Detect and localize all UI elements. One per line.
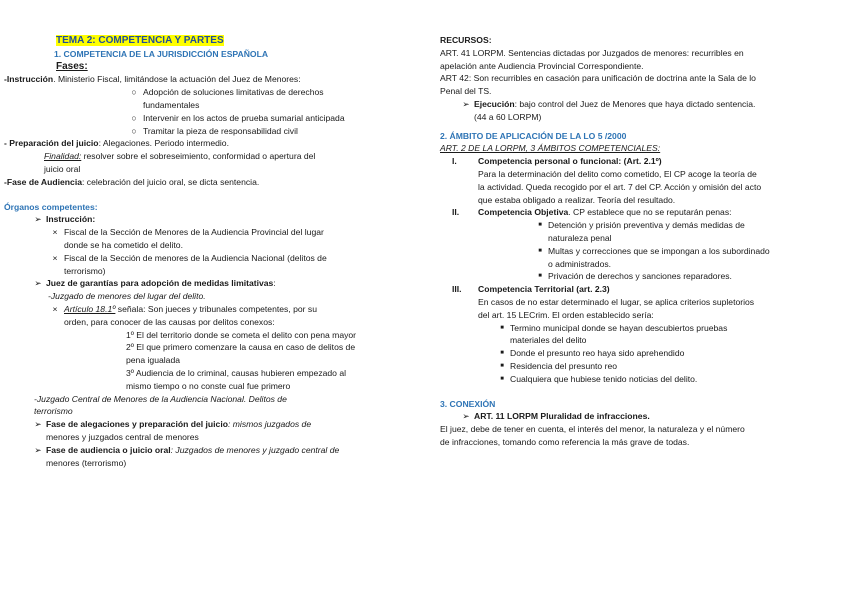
list-item: ■ Termino municipal donde se hayan descubiertos pruebas materiales del delito (494, 322, 826, 348)
list-item: ■ Cualquiera que hubiese tenido noticias del delito. (494, 373, 826, 386)
finalidad-cont: juicio oral (44, 163, 81, 174)
final-line: de infracciones, tomando como referencia la más grave de todas. (440, 436, 690, 447)
ejecucion: ➢ Ejecución: bajo control del Juez de Menores que haya dictado sentencia. (44 a 60 LORPM) (440, 98, 826, 124)
finalidad-line: Finalidad: resolver sobre el sobreseimiento, conformidad o apertura del (44, 151, 316, 162)
square-bullet-icon: ■ (538, 222, 542, 229)
list-item: 3º Audiencia de lo criminal, causas hubieren empezado al (126, 367, 347, 378)
square-bullet-icon: ■ (500, 362, 504, 369)
organos-heading: Órganos competentes: (4, 201, 98, 212)
square-bullet-icon: ■ (500, 324, 504, 331)
right-column (440, 34, 826, 449)
competencia-personal-text: Para la determinación del delito como cometido, El CP acoge la teoría de la actividad. Queda recogido por el art. 7 del CP. Acción y omisión del acto que estaba obligado a realizar. Teoría del resultado. (478, 168, 762, 205)
hollow-circle-bullet-icon: ○ (131, 112, 137, 123)
art-11: ➢ ART. 11 LORPM Pluralidad de infracciones. (440, 410, 826, 423)
instruccion-line: -Instrucción. Ministerio Fiscal, limitándose la actuación del Juez de Menores: (4, 74, 301, 85)
list-item: ■ Residencia del presunto reo (494, 360, 826, 373)
list-item: ■ Detención y prisión preventiva y demás medidas de naturaleza penal (532, 219, 826, 245)
territorial-text: En casos de no estar determinado el lugar, se aplica criterios supletorios del art. 15 LECrim. El orden establecido sería: (478, 296, 755, 320)
competencia-personal: I. Competencia personal o funcional: (Art. 2.1º) (452, 156, 662, 167)
competencia-objetiva: II. Competencia Objetiva. CP establece que no se reputarán penas: (452, 207, 732, 218)
recursos-line: ART. 41 LORPM. Sentencias dictadas por Juzgados de menores: recurribles en (440, 47, 744, 58)
list-item: ■ Privación de derechos y sanciones reparadores. (532, 270, 826, 283)
objetiva-list (440, 219, 826, 283)
audiencia-line: -Fase de Audiencia: celebración del juicio oral, se dicta sentencia. (4, 176, 260, 187)
square-bullet-icon: ■ (538, 247, 542, 254)
section-3-heading: 3. CONEXIÓN (440, 398, 496, 409)
recursos-line: ART 42: Son recurribles en casación para unificación de doctrina ante la Sala de lo (440, 73, 756, 84)
competencia-territorial: III. Competencia Territorial (art. 2.3) (452, 284, 610, 295)
arrow-bullet-icon: ➢ (34, 214, 42, 225)
recursos-heading: RECURSOS: (440, 35, 492, 45)
instruccion-list (30, 86, 412, 137)
final-line: El juez, debe de tener en cuenta, el interés del menor, la naturaleza y el número (440, 424, 745, 435)
list-item: 1º El del territorio donde se cometa el delito con pena mayor (126, 329, 357, 340)
list-item: 2º El que primero comenzare la causa en caso de delitos de (126, 342, 356, 353)
recursos-line: apelación ante Audiencia Provincial Correspondiente. (440, 60, 644, 71)
square-bullet-icon: ■ (500, 375, 504, 382)
list-item: ○ Intervenir en los actos de prueba sumarial anticipada (30, 112, 412, 125)
juzgado-central: -Juzgado Central de Menores de la Audiencia Nacional. Delitos de (34, 393, 287, 404)
recursos-line: Penal del TS. (440, 86, 492, 97)
organo-instruccion: ➢ Instrucción: (30, 213, 412, 226)
page-title: TEMA 2: COMPETENCIA Y PARTES (56, 35, 224, 46)
juez-garantias: ➢ Juez de garantías para adopción de medidas limitativas: (30, 277, 412, 290)
square-bullet-icon: ■ (500, 350, 504, 357)
left-column: TEMA 2: COMPETENCIA Y PARTES 1. COMPETENCIA DE LA JURISDICCIÓN ESPAÑOLA Fases: -Instrucción. Ministerio Fiscal, limitándose la actuación del Juez de Menores: ○ Adopción de soluciones limitativas de derechos fundamentales ○ Intervenir en los actos de prueba sumarial anticipada ○ Tramitar la pieza de responsabilidad civil - Preparación del juicio: Alegaciones. Periodo intermedio. Finalidad: resolver sobre el sobreseimiento, conformidad o apertura del juicio oral -Fase de Audiencia: celebración del juicio oral, se dicta sentencia. Órganos competentes: ➢ Instrucción: × Fiscal de la Sección de Menores de la Audiencia Provincial del lugar donde se ha cometido el delito. × Fiscal de la Sección de menores de la Audiencia Nacional (delitos de terrorismo) ➢ Juez de garantías para adopción de medidas limitativas: -Juzgado de menores del lugar del delito. × Artículo 18.1º señala: Son jueces y tribunales competentes, por su orden, para conocer de las causas por delitos conexos: 1º El del territorio donde se cometa el delito con pena mayor 2º El que primero comenzare la causa en caso de delitos de pena igualada 3º Audiencia de lo criminal, causas hubieren empezado al mismo tiempo o no conste cual fue primero -Juzgado Central de Menores de la Audiencia Nacional. Delitos de terrorismo ➢ Fase de alegaciones y preparación del juicio: mismos juzgados de menores y juzgados central de menores ➢ Fase de audiencia o juicio oral: Juzgados de menores y juzgado central de menores (terrorismo) (30, 34, 412, 469)
territorial-list (440, 322, 826, 386)
list-item: ○ Adopción de soluciones limitativas de derechos fundamentales (30, 86, 412, 112)
square-bullet-icon: ■ (538, 273, 542, 280)
juzgado-lugar: -Juzgado de menores del lugar del delito. (48, 291, 206, 302)
orden-list: 1º El del territorio donde se cometa el delito con pena mayor 2º El que primero comenzare la causa en caso de delitos de pena igualada 3º Audiencia de lo criminal, causas hubieren empezado al mismo tiempo o no conste cual fue primero (30, 329, 412, 393)
cross-bullet-icon: × (52, 252, 58, 263)
list-item: × Fiscal de la Sección de Menores de la Audiencia Provincial del lugar donde se ha cometido el delito. (30, 226, 412, 252)
hollow-circle-bullet-icon: ○ (131, 125, 137, 136)
hollow-circle-bullet-icon: ○ (131, 87, 137, 98)
list-item: ○ Tramitar la pieza de responsabilidad civil (30, 125, 412, 138)
fase-audiencia: ➢ Fase de audiencia o juicio oral: Juzgados de menores y juzgado central de menores (terrorismo) (30, 444, 412, 470)
list-item: ■ Donde el presunto reo haya sido aprehendido (494, 347, 826, 360)
section-2-heading: 2. ÁMBITO DE APLICACIÓN DE LA LO 5 /2000 (440, 130, 627, 141)
arrow-bullet-icon: ➢ (34, 444, 42, 455)
arrow-bullet-icon: ➢ (462, 411, 470, 422)
cross-bullet-icon: × (52, 227, 58, 238)
arrow-bullet-icon: ➢ (34, 278, 42, 289)
preparacion-line: - Preparación del juicio: Alegaciones. Periodo intermedio. (4, 138, 229, 149)
arrow-bullet-icon: ➢ (462, 98, 470, 109)
section-2-subheading: ART. 2 DE LA LORPM, 3 ÁMBITOS COMPETENCIALES: (440, 143, 661, 154)
list-item: × Fiscal de la Sección de menores de la Audiencia Nacional (delitos de terrorismo) (30, 252, 412, 278)
section-1-heading: 1. COMPETENCIA DE LA JURISDICCIÓN ESPAÑOLA (54, 48, 269, 59)
cross-bullet-icon: × (52, 303, 58, 314)
fase-alegaciones: ➢ Fase de alegaciones y preparación del juicio: mismos juzgados de menores y juzgados central de menores (30, 418, 412, 444)
list-item: ■ Multas y correcciones que se impongan a los subordinado o administrados. (532, 245, 826, 271)
arrow-bullet-icon: ➢ (34, 419, 42, 430)
articulo-18: × Artículo 18.1º señala: Son jueces y tribunales competentes, por su orden, para conocer de las causas por delitos conexos: (30, 303, 412, 329)
fases-heading: Fases: (56, 60, 88, 72)
